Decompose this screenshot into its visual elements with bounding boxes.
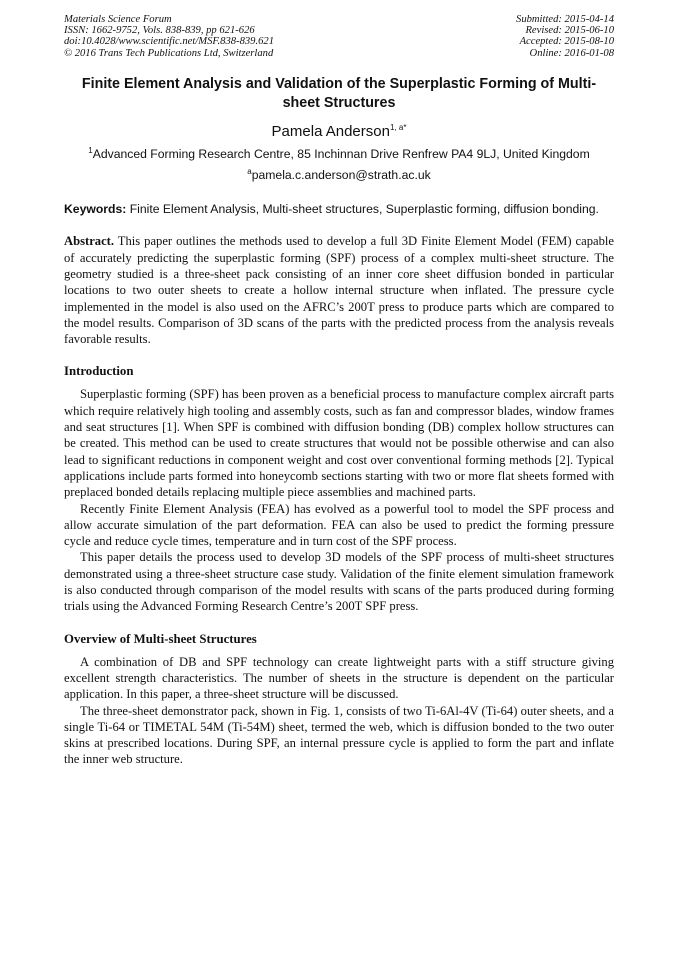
abstract-label: Abstract.	[64, 234, 115, 249]
revised-date: Revised: 2015-06-10	[525, 25, 614, 37]
author-line	[64, 123, 614, 141]
submitted-date: Submitted: 2015-04-14	[516, 14, 614, 25]
paper-page	[64, 14, 614, 768]
journal-header	[64, 14, 614, 59]
paragraph: Superplastic forming (SPF) has been proven as a beneficial process to manufacture complex aircraft parts which require relatively high tooling and assembly costs, such as fan and compressor blades, window frames and seat structures [1]. When SPF is combined with diffusion bonding (DB) complex hollow structures can be created. This method can be used to create structures that would not be possible otherwise and can also lead to significant reductions in component weight and cost over conventional forming methods [2]. Typical applications include parts formed into honeycomb sections starting with two or more flat sheets formed with preplaced bonded details replacing multiple piece assemblies and machined parts.	[64, 387, 614, 500]
keywords	[64, 202, 614, 217]
keywords-text: Finite Element Analysis, Multi-sheet structures, Superplastic forming, diffusion bonding.	[126, 201, 599, 216]
paragraph: The three-sheet demonstrator pack, shown in Fig. 1, consists of two Ti-6Al-4V (Ti-64) outer sheets, and a single Ti-64 or TIMETAL 54M (Ti-54M) sheet, termed the web, which is diffusion bonded to the two outer skins at prescribed locations. During SPF, an internal pressure cycle is applied to form the part and inflate the inner web structure.	[64, 703, 614, 767]
abstract-text: This paper outlines the methods used to develop a full 3D Finite Element Model (FEM) capable of accurately predicting the superplastic forming (SPF) process of a complex multi-sheet structure. The geometry studied is a three-sheet pack consisting of an inner core sheet diffusion bonded in particular locations to two outer sheets to create a hollow internal structure when inflated. The pressure cycle implemented in the model is also used on the AFRC’s 200T press to produce parts which are compared to the model results. Comparison of 3D scans of the parts with the predicted process from the analysis reveals favorable results.	[64, 234, 614, 347]
section-heading: Overview of Multi-sheet Structures	[64, 631, 257, 646]
abstract	[64, 233, 614, 347]
email-text[interactable]: pamela.c.anderson@strath.ac.uk	[251, 167, 431, 182]
section-overview	[64, 631, 614, 768]
journal-info	[64, 14, 274, 59]
paper-title: Finite Element Analysis and Validation of the Superplastic Forming of Multi-sheet Structures	[81, 75, 597, 111]
copyright-line: © 2016 Trans Tech Publications Ltd, Switzerland	[64, 47, 274, 59]
paragraph: This paper details the process used to develop 3D models of the SPF process of multi-sheet structures demonstrated using a three-sheet structure case study. Validation of the finite element simulation framework is also conducted through comparison of the model results with scans of the parts produced during forming trials using the Advanced Forming Research Centre’s 200T SPF press.	[64, 550, 614, 614]
author-sup: 1, a*	[389, 122, 407, 132]
online-date: Online: 2016-01-08	[529, 47, 614, 59]
section-heading: Introduction	[64, 364, 134, 379]
accepted-date: Accepted: 2015-08-10	[519, 36, 614, 48]
email-sup: a	[247, 166, 252, 176]
submission-dates	[516, 14, 614, 59]
affiliation	[64, 147, 614, 162]
affiliation-text: Advanced Forming Research Centre, 85 Inchinnan Drive Renfrew PA4 9LJ, United Kingdom	[92, 146, 590, 161]
keywords-label: Keywords:	[64, 201, 127, 216]
doi-line: doi:10.4028/www.scientific.net/MSF.838-839.621	[64, 36, 274, 48]
affiliation-sup: 1	[88, 145, 93, 155]
issn-line: ISSN: 1662-9752, Vols. 838-839, pp 621-626	[64, 25, 255, 37]
journal-name: Materials Science Forum	[64, 14, 172, 25]
author-name: Pamela Anderson	[271, 122, 390, 140]
paragraph: A combination of DB and SPF technology can create lightweight parts with a stiff structure giving excellent strength characteristics. The number of sheets in the structure is dependent on the particular application. In this paper, a three-sheet structure will be discussed.	[64, 654, 614, 702]
section-introduction	[64, 363, 614, 614]
paragraph: Recently Finite Element Analysis (FEA) has evolved as a powerful tool to model the SPF process and allow accurate simulation of the part deformation. FEA can also be used to predict the forming pressure cycle and reduce cycle times, temperature and in turn cost of the SPF process.	[64, 501, 614, 549]
author-email	[64, 168, 614, 183]
